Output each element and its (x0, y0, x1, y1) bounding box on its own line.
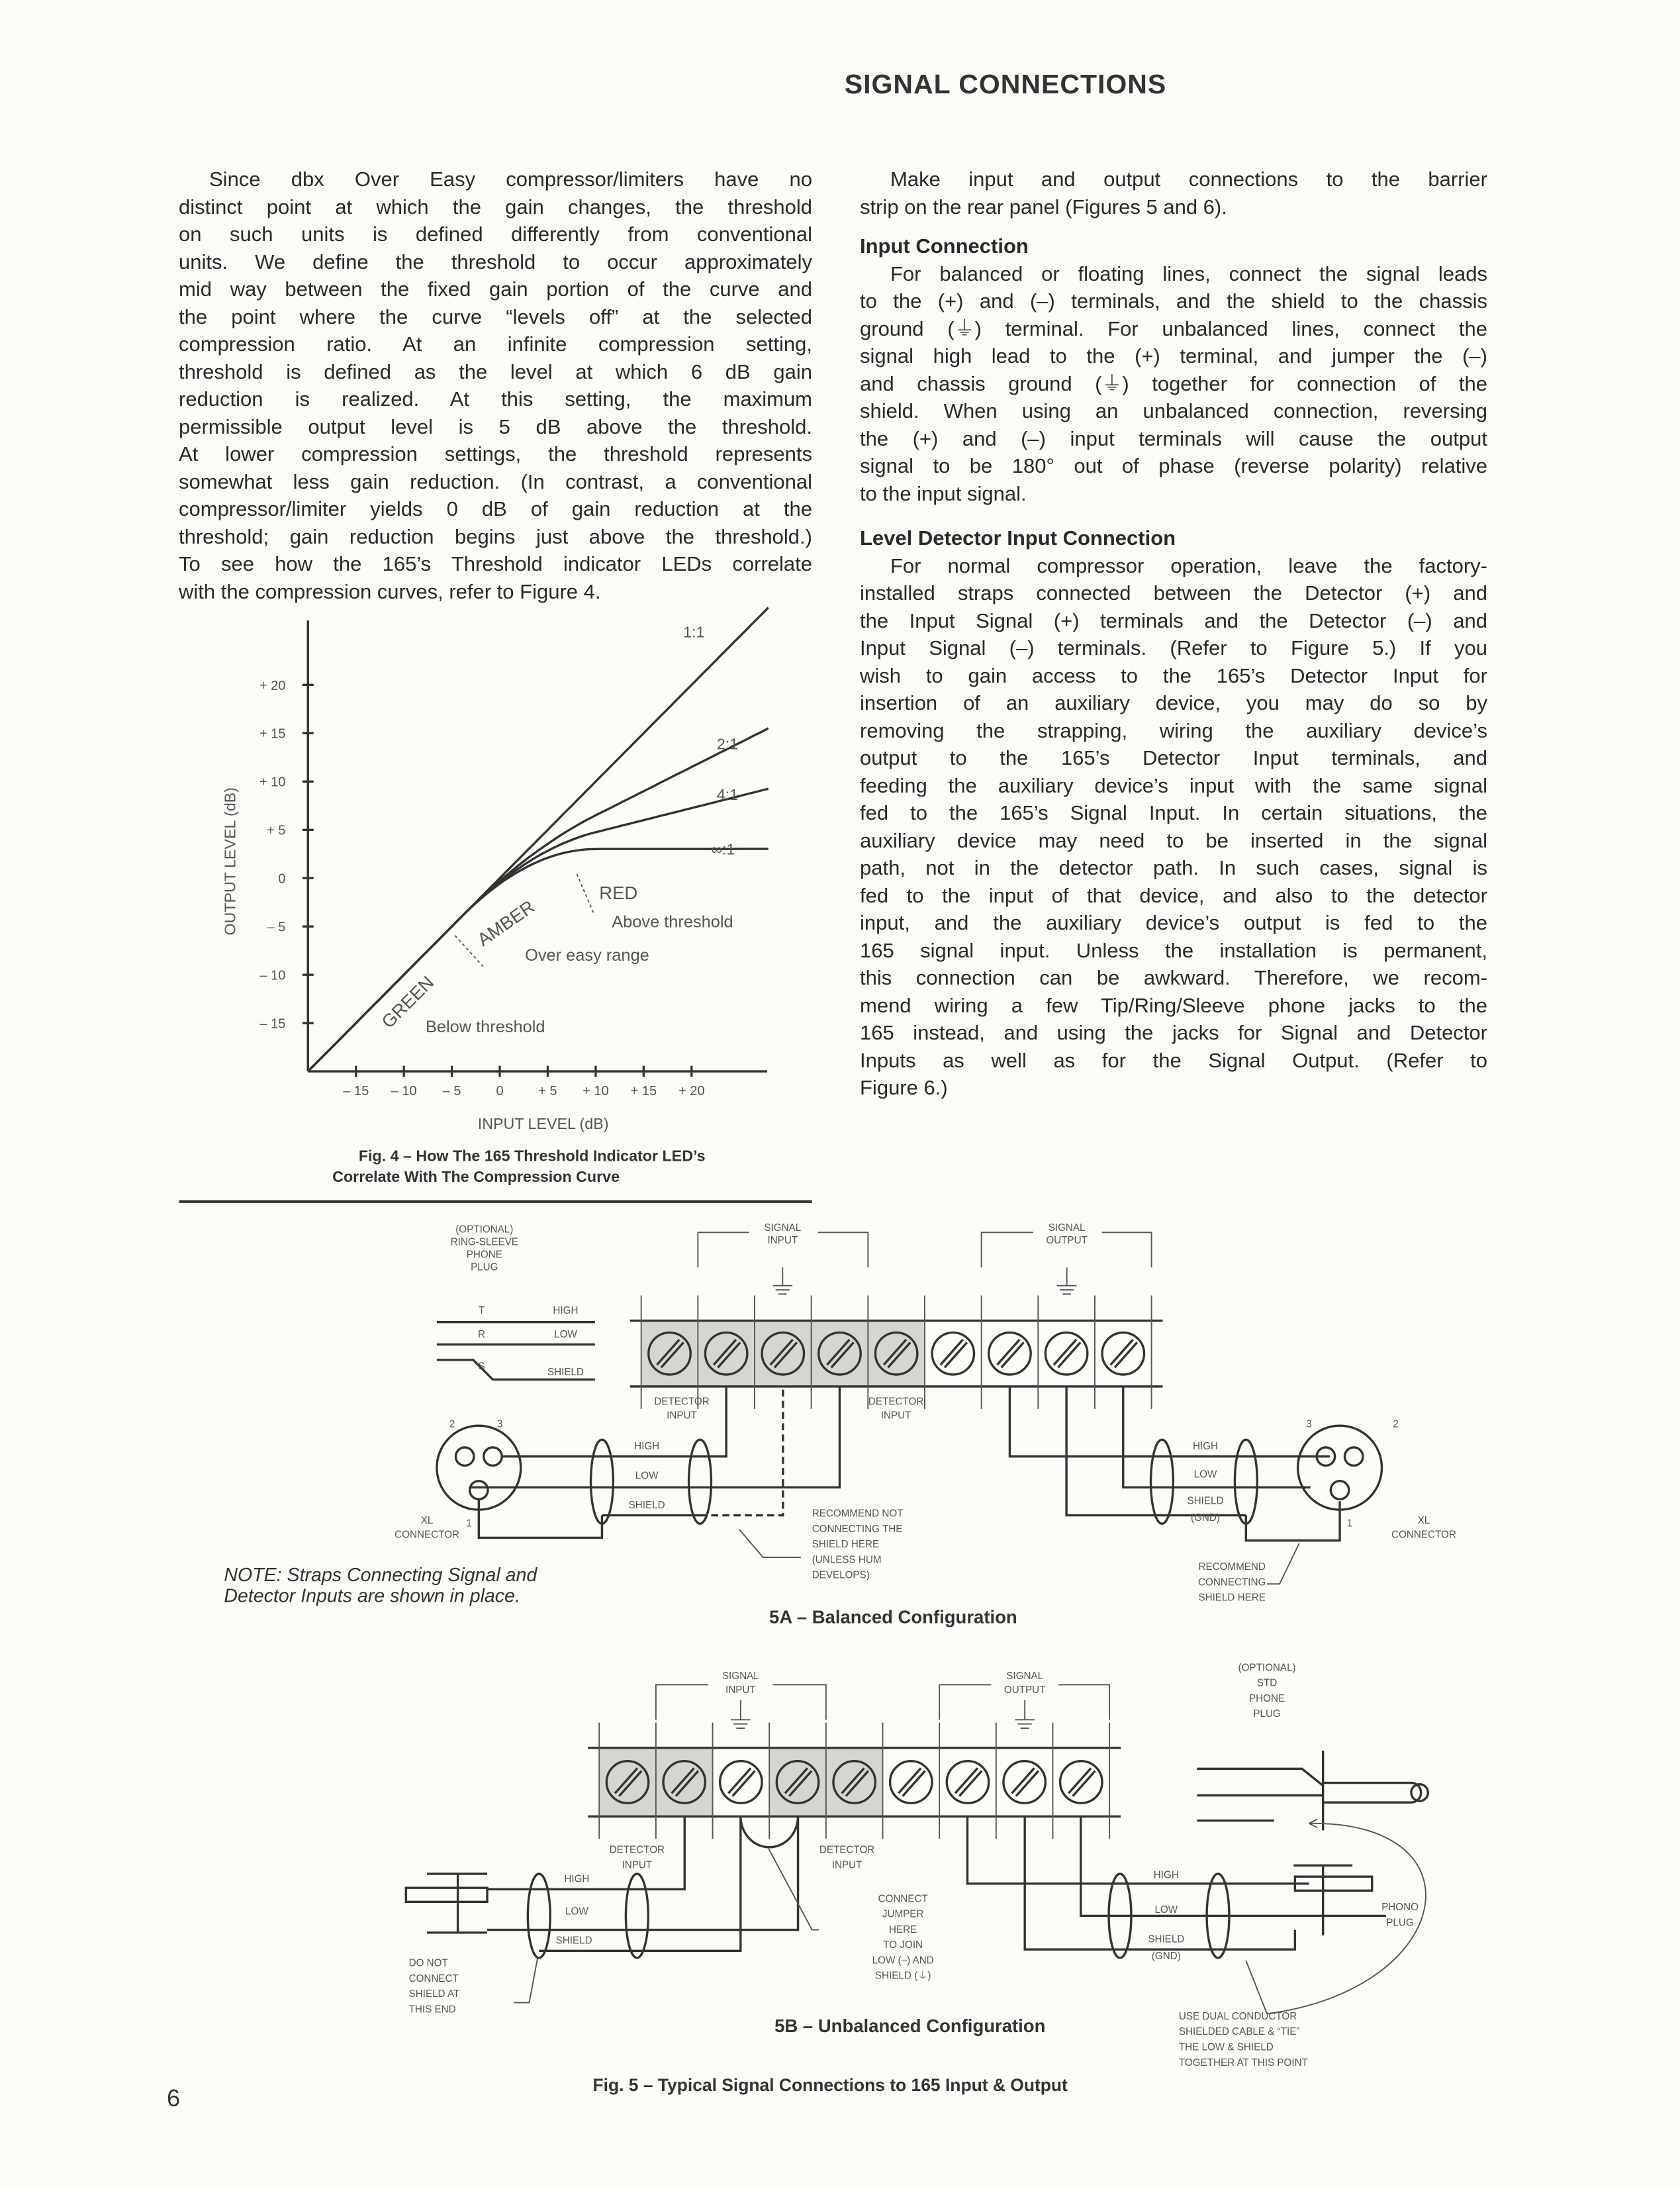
paragraph-line: mend wiring a few Tip/Ring/Sleeve phone jacks to the (860, 993, 1487, 1017)
x-tick-label: + 15 (630, 1084, 657, 1099)
paragraph-line: compressor/limiter yields 0 dB of gain reduction at the (179, 497, 812, 520)
xlr-connector-right (1298, 1426, 1382, 1510)
paragraph-line: somewhat less gain reduction. (In contrast, a conventional (179, 469, 812, 493)
diagram-label: SIGNAL (1006, 1671, 1044, 1682)
diagram-label: HIGH (1192, 1441, 1219, 1453)
compression-curve-chart (179, 608, 812, 1202)
diagram-label: SIGNAL (1048, 1222, 1086, 1234)
paragraph-line: For balanced or floating lines, connect the signal leads (890, 262, 1487, 285)
fig5a-balanced-diagram (224, 1222, 1456, 1627)
paragraph-line: to the input signal. (860, 481, 1027, 505)
paragraph-line: insertion of an auxiliary device, you may do so by (860, 691, 1487, 714)
terminal-screw-icon (1045, 1333, 1087, 1375)
diagram-label: TO JOIN (883, 1939, 923, 1951)
paragraph-line: 165 signal input. Unless the installation is permanent, (860, 938, 1487, 962)
diagram-label: SHIELD AT (408, 1988, 460, 2000)
y-tick-label: – 10 (259, 968, 286, 983)
phono-plug (1293, 1865, 1372, 1935)
straps-note: Detector Inputs are shown in place. (224, 1585, 520, 1607)
y-tick-label: 0 (278, 871, 286, 887)
diagram-label: R (478, 1328, 486, 1340)
paragraph-line: wish to gain access to the 165’s Detector Input for (860, 663, 1487, 687)
diagram-label: (OPTIONAL) (1238, 1662, 1296, 1674)
paragraph-line: shield. When using an unbalanced connection, reversing (860, 399, 1487, 422)
diagram-label: STD (1256, 1677, 1278, 1689)
ground-icon (731, 1700, 751, 1728)
fig5b-caption: 5B – Unbalanced Configuration (774, 2015, 1046, 2036)
strap-shading (641, 1321, 698, 1386)
strap-shading (755, 1321, 812, 1386)
diagram-label: LOW (554, 1328, 577, 1340)
diagram-label: S (478, 1361, 485, 1373)
diagram-label: HIGH (553, 1304, 579, 1316)
paragraph-line: threshold is defined as the level at which 6 dB gain (179, 360, 812, 383)
paragraph-line: this connection can be awkward. Therefore, we recom- (860, 966, 1487, 989)
paragraph-line: on such units is defined differently from conventional (179, 222, 812, 246)
diagram-label: T (478, 1304, 485, 1316)
paragraph-line: To see how the 165’s Threshold indicator LEDs correlate (179, 552, 812, 575)
diagram-label: DETECTOR (654, 1396, 710, 1408)
diagram-label: XL (1417, 1515, 1430, 1527)
diagram-label: CONNECTING (1198, 1577, 1266, 1588)
diagram-label: PHONE (466, 1249, 502, 1261)
terminal-screw-icon (947, 1761, 988, 1803)
y-tick-label: + 15 (259, 726, 286, 742)
paragraph-line: with the compression curves, refer to Figure 4. (179, 579, 601, 603)
paragraph-line: auxiliary device may need to be inserted in the signal (860, 828, 1487, 852)
paragraph-line: path, not in the detector path. In such cases, signal is (860, 856, 1487, 879)
section-heading: Level Detector Input Connection (860, 526, 1176, 550)
y-tick-label: + 10 (259, 775, 286, 790)
paragraph-line: signal high lead to the (+) terminal, and jumper the (–) (860, 344, 1487, 367)
strap-shading (769, 1748, 826, 1817)
y-tick-label: + 5 (266, 823, 286, 838)
strap-shading (812, 1321, 868, 1386)
diagram-label: SHIELD (1148, 1933, 1185, 1945)
fig5b-unbalanced-diagram (406, 1662, 1428, 2068)
paragraph-line: Input Signal (–) terminals. (Refer to Figure 5.) If you (860, 636, 1487, 659)
paragraph-line: ground (⏚) terminal. For unbalanced lines, connect the (860, 316, 1487, 340)
terminal-screw-icon (720, 1761, 762, 1803)
diagram-label: (OPTIONAL) (455, 1224, 514, 1236)
page-title: SIGNAL CONNECTIONS (844, 69, 1167, 99)
paragraph-line: signal to be 180° out of phase (reverse polarity) relative (860, 454, 1487, 477)
diagram-label: OUTPUT (1046, 1235, 1088, 1247)
terminal-screw-icon (1102, 1333, 1144, 1375)
x-axis-label: INPUT LEVEL (dB) (477, 1114, 609, 1132)
diagram-label: RECOMMEND NOT (812, 1508, 904, 1520)
diagram-label: 2 (449, 1418, 455, 1430)
diagram-label: (UNLESS HUM (812, 1554, 882, 1566)
x-tick-label: – 15 (343, 1084, 369, 1099)
zone-green-label: GREEN (377, 971, 438, 1032)
page-number: 6 (167, 2084, 181, 2112)
paragraph-line: input, and the auxiliary device’s output is fed to the (860, 911, 1487, 934)
diagram-label: PLUG (1386, 1917, 1414, 1929)
x-tick-label: 0 (496, 1084, 504, 1099)
diagram-label: SHIELD (⏚) (874, 1970, 931, 1982)
paragraph-line: permissible output level is 5 dB above the threshold. (179, 414, 812, 438)
paragraph-line: strip on the rear panel (Figures 5 and 6). (860, 195, 1227, 219)
diagram-label: SHIELD (555, 1935, 592, 1947)
paragraph-line: feeding the auxiliary device’s input with the same signal (860, 773, 1487, 797)
fig5-caption: Fig. 5 – Typical Signal Connections to 165 Input & Output (592, 2074, 1068, 2095)
diagram-label: (GND) (1191, 1512, 1220, 1524)
fig4-caption-line1: Fig. 4 – How The 165 Threshold Indicator LED’s (358, 1147, 706, 1165)
diagram-label: INPUT (725, 1684, 756, 1696)
terminal-screw-icon (890, 1761, 932, 1803)
diagram-label: LOW (635, 1470, 659, 1482)
diagram-label: DETECTOR (609, 1844, 665, 1856)
diagram-label: RING-SLEEVE (450, 1236, 518, 1248)
y-tick-label: – 5 (267, 920, 286, 935)
std-phone-plug (1197, 1751, 1428, 1831)
diagram-label: SHIELD (628, 1499, 665, 1511)
diagram-label: CONNECTING THE (812, 1523, 903, 1535)
diagram-label: PLUG (1253, 1708, 1281, 1720)
zone-red-desc: Above threshold (612, 912, 733, 932)
zone-amber-label: AMBER (473, 896, 539, 950)
y-tick-label: – 15 (259, 1016, 286, 1032)
diagram-label: SHIELD (547, 1367, 584, 1379)
diagram-label: 1 (466, 1518, 472, 1530)
paragraph-line: reduction is realized. At this setting, the maximum (179, 387, 812, 411)
diagram-label: INPUT (831, 1859, 863, 1871)
paragraph-line: the (+) and (–) input terminals will cause the output (860, 426, 1487, 450)
paragraph-line: to the (+) and (–) terminals, and the shield to the chassis (860, 289, 1487, 313)
terminal-screw-icon (932, 1333, 974, 1375)
diagram-label: 3 (1306, 1418, 1312, 1430)
diagram-label: INPUT (880, 1410, 911, 1422)
curve-label-2-1: 2:1 (716, 735, 739, 753)
x-tick-label: + 5 (538, 1084, 557, 1099)
diagram-label: LOW (565, 1906, 588, 1918)
diagram-label: PLUG (471, 1261, 498, 1273)
diagram-label: (GND) (1151, 1951, 1181, 1963)
diagram-label: HIGH (1153, 1869, 1179, 1881)
diagram-label: THE LOW & SHIELD (1178, 2041, 1274, 2053)
diagram-label: HERE (889, 1923, 917, 1935)
diagram-label: LOW (1193, 1469, 1217, 1481)
x-tick-label: + 20 (678, 1084, 705, 1099)
paragraph-line: distinct point at which the gain changes, the threshold (179, 195, 812, 219)
paragraph-line: threshold; gain reduction begins just above the threshold.) (179, 524, 812, 548)
diagram-label: INPUT (667, 1410, 697, 1422)
diagram-label: USE DUAL CONDUCTOR (1178, 2010, 1297, 2022)
diagram-label: CONNECTOR (395, 1529, 459, 1541)
x-tick-label: + 10 (583, 1084, 609, 1099)
diagram-label: CONNECT (408, 1972, 459, 1984)
diagram-label: SHIELD HERE (812, 1539, 880, 1551)
zone-green-desc: Below threshold (425, 1017, 545, 1036)
strap-shading (698, 1321, 755, 1386)
paragraph-line: the point where the curve “levels off” at the selected (179, 305, 812, 328)
straps-note: NOTE: Straps Connecting Signal and (224, 1564, 537, 1586)
diagram-label: SIGNAL (764, 1222, 802, 1234)
curve-label-1-1: 1:1 (683, 623, 705, 641)
paragraph-line: Inputs as well as for the Signal Output. (Refer to (860, 1048, 1487, 1072)
fig4-caption-line2: Correlate With The Compression Curve (332, 1168, 620, 1186)
paragraph-line: units. We define the threshold to occur approximately (179, 250, 812, 273)
diagram-label: HIGH (564, 1873, 590, 1885)
diagram-label: SHIELDED CABLE & “TIE” (1178, 2026, 1300, 2038)
paragraph-line: mid way between the fixed gain portion of the curve and (179, 277, 812, 301)
zone-amber-desc: Over easy range (525, 946, 649, 965)
diagram-label: DETECTOR (868, 1396, 924, 1408)
ground-icon (1015, 1700, 1035, 1728)
diagram-label: PHONE (1249, 1692, 1285, 1704)
paragraph-line: output to the 165’s Detector Input terminals, and (860, 746, 1487, 769)
paragraph-line: removing the strapping, wiring the auxiliary device’s (860, 718, 1487, 742)
section-heading: Input Connection (860, 234, 1029, 258)
diagram-label: XL (420, 1515, 434, 1527)
ground-icon (1057, 1267, 1077, 1294)
diagram-label: INPUT (622, 1859, 653, 1871)
x-tick-label: – 10 (391, 1084, 417, 1099)
diagram-label: SHIELD HERE (1198, 1592, 1266, 1604)
strap-shading (656, 1748, 713, 1817)
strap-shading (868, 1321, 925, 1386)
diagram-label: JUMPER (882, 1908, 924, 1920)
paragraph-line: For normal compressor operation, leave the factory- (890, 554, 1487, 577)
diagram-label: DEVELOPS) (812, 1569, 870, 1581)
diagram-label: 2 (1393, 1418, 1399, 1430)
diagram-label: LOW (1154, 1904, 1178, 1916)
diagram-label: DETECTOR (819, 1844, 875, 1856)
paragraph-line: installed straps connected between the Detector (+) and (860, 581, 1487, 605)
diagram-label: 3 (496, 1418, 503, 1430)
diagram-label: RECOMMEND (1198, 1561, 1266, 1573)
strap-shading (826, 1748, 883, 1817)
terminal-screw-icon (1060, 1761, 1102, 1803)
paragraph-line: 165 instead, and using the jacks for Signal and Detector (860, 1021, 1487, 1044)
phone-plug-left (406, 1874, 487, 1933)
paragraph-line: Since dbx Over Easy compressor/limiters have no (209, 168, 812, 191)
ground-icon (772, 1267, 792, 1294)
terminal-screw-icon (1003, 1761, 1045, 1803)
paragraph-line: and chassis ground (⏚) together for connection of the (860, 371, 1487, 395)
y-tick-label: + 20 (259, 678, 286, 693)
strap-shading (599, 1748, 656, 1817)
diagram-label: 1 (1346, 1518, 1353, 1530)
diagram-label: INPUT (767, 1235, 798, 1247)
curve-label-4-1: 4:1 (716, 785, 739, 803)
diagram-label: PHONO (1381, 1901, 1419, 1913)
diagram-label: OUTPUT (1003, 1684, 1046, 1696)
paragraph-line: At lower compression settings, the threshold represents (179, 442, 812, 465)
diagram-label: TOGETHER AT THIS POINT (1178, 2057, 1308, 2068)
x-tick-label: – 5 (442, 1084, 461, 1099)
diagram-label: THIS END (408, 2004, 456, 2016)
diagram-label: LOW (–) AND (872, 1955, 934, 1967)
paragraph-line: fed to the input of that device, and also to the detector (860, 883, 1487, 907)
diagram-label: CONNECTOR (1391, 1529, 1456, 1541)
xlr-connector-left (437, 1426, 521, 1510)
paragraph-line: compression ratio. At an infinite compression setting, (179, 332, 812, 356)
diagram-label: HIGH (634, 1441, 660, 1453)
paragraph-line: fed to the 165’s Signal Input. In certain situations, the (860, 801, 1487, 824)
zone-red-label: RED (599, 882, 638, 903)
curve-label-inf-1: ∞:1 (711, 840, 735, 858)
diagram-label: SIGNAL (722, 1671, 759, 1682)
paragraph-line: Make input and output connections to the barrier (890, 168, 1487, 191)
fig5a-caption: 5A – Balanced Configuration (769, 1606, 1017, 1628)
terminal-screw-icon (989, 1333, 1031, 1375)
paragraph-line: Figure 6.) (860, 1076, 948, 1099)
diagram-label: SHIELD (1187, 1495, 1224, 1507)
paragraph-line: the Input Signal (+) terminals and the Detector (–) and (860, 608, 1487, 632)
diagram-label: CONNECT (878, 1893, 928, 1905)
y-axis-label: OUTPUT LEVEL (dB) (221, 787, 239, 936)
diagram-label: DO NOT (408, 1957, 448, 1969)
